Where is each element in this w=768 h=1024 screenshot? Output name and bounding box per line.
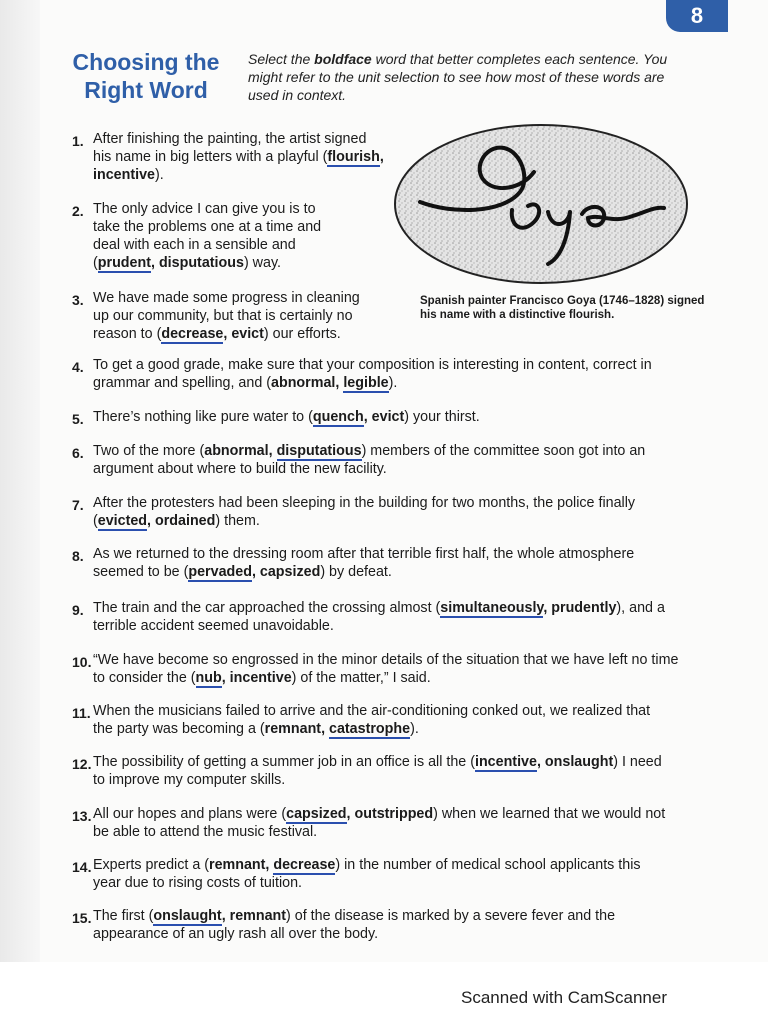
sentence-item [72, 200, 342, 272]
sentence-item [72, 856, 672, 892]
sentence-text: The first (onslaught, remnant) of the disease is marked by a severe fever and the appearance of an ugly rash all over the body. [93, 908, 616, 942]
alternate-choice: prudently [551, 600, 617, 616]
selected-answer: decrease [161, 326, 224, 342]
item-number: 9. [72, 602, 84, 618]
sentence-text: After finishing the painting, the artist signed his name in big letters with a playful (flourish, incentive). [93, 131, 384, 183]
sentence-item [72, 599, 672, 635]
sentence-text: “We have become so engrossed in the minor details of the situation that we have left no time to consider the (nub, incentive) of the matter,” I said. [93, 652, 679, 686]
sentence-item [72, 907, 672, 943]
alternate-choice: evict [231, 326, 264, 342]
item-number: 4. [72, 359, 84, 375]
sentence-text: To get a good grade, make sure that your composition is interesting in content, correct in grammar and spelling, and (abnormal, legible). [93, 357, 652, 391]
alternate-choice: disputatious [158, 255, 244, 271]
sentence-text: We have made some progress in cleaning up our community, but that is certainly no reason to (decrease, evict) our efforts. [93, 290, 360, 342]
selected-answer: legible [343, 375, 389, 391]
sentence-item [72, 494, 672, 530]
alternate-choice: incentive [93, 167, 155, 183]
item-number: 1. [72, 133, 84, 149]
selected-answer: flourish [327, 149, 380, 165]
selected-answer: prudent [97, 255, 151, 271]
alternate-choice: onslaught [544, 754, 614, 770]
alternate-choice: abnormal [271, 375, 336, 391]
item-number: 14. [72, 859, 92, 875]
section-title-line2: Right Word [84, 77, 208, 103]
selected-answer: decrease [273, 857, 336, 873]
sentence-item [72, 356, 672, 392]
sentence-text: The train and the car approached the crossing almost (simultaneously, prudently), and a terrible accident seemed unavoidable. [93, 600, 665, 634]
book-spine-shadow [0, 0, 40, 962]
sentence-item [72, 753, 672, 789]
selected-answer: pervaded [188, 564, 252, 580]
item-number: 5. [72, 411, 84, 427]
selected-answer: quench [312, 409, 364, 425]
selected-answer: disputatious [276, 443, 362, 459]
alternate-choice: evict [371, 409, 405, 425]
sentence-item [72, 651, 692, 687]
instructions-boldface-word: boldface [314, 51, 372, 67]
sentence-text: There’s nothing like pure water to (quench, evict) your thirst. [93, 409, 480, 425]
item-number: 7. [72, 497, 84, 513]
sentence-text: Experts predict a (remnant, decrease) in the number of medical school applicants this year due to rising costs of tuition. [93, 857, 641, 891]
item-number: 13. [72, 808, 92, 824]
scanner-watermark: Scanned with CamScanner [461, 988, 668, 1007]
sentence-item [72, 442, 672, 478]
sentence-item [72, 130, 384, 184]
item-number: 10. [72, 654, 92, 670]
goya-signature-illustration [392, 122, 690, 286]
alternate-choice: capsized [259, 564, 321, 580]
sentence-item [72, 805, 672, 841]
sentence-text: When the musicians failed to arrive and the air-conditioning conked out, we realized that the party was becoming a (remnant, catastrophe). [93, 703, 651, 737]
sentence-text: The possibility of getting a summer job in an office is all the (incentive, onslaught) I need to improve my computer skills. [93, 754, 662, 788]
selected-answer: catastrophe [329, 721, 411, 737]
selected-answer: simultaneously [440, 600, 544, 616]
item-number: 12. [72, 756, 92, 772]
item-number: 3. [72, 292, 84, 308]
alternate-choice: ordained [155, 513, 216, 529]
section-title-line1: Choosing the [72, 49, 220, 75]
sentence-text: As we returned to the dressing room after that terrible first half, the whole atmosphere seemed to be (pervaded, capsized) by defeat. [93, 546, 635, 580]
selected-answer: nub [195, 670, 222, 686]
sentence-item [72, 545, 672, 581]
alternate-choice: remnant [264, 721, 322, 737]
sentence-item [72, 702, 672, 738]
sentence-item [72, 408, 672, 426]
figure-caption: Spanish painter Francisco Goya (1746–1828) signed his name with a distinctive flourish. [420, 295, 705, 321]
alternate-choice: remnant [229, 908, 287, 924]
item-number: 15. [72, 910, 92, 926]
item-number: 6. [72, 445, 84, 461]
sentence-text: All our hopes and plans were (capsized, outstripped) when we learned that we would not be able to attend the music festival. [93, 806, 666, 840]
selected-answer: incentive [474, 754, 537, 770]
unit-number-badge: 8 [666, 0, 728, 32]
section-title [66, 48, 226, 104]
instructions: Select the boldface word that better completes each sentence. You might refer to the unit selection to see how most of these words are used in context. [248, 51, 668, 103]
selected-answer: capsized [286, 806, 347, 822]
alternate-choice: incentive [229, 670, 292, 686]
sentence-text: After the protesters had been sleeping in the building for two months, the police finally (evicted, ordained) them. [93, 495, 636, 529]
alternate-choice: remnant [209, 857, 266, 873]
sentence-item [72, 289, 372, 343]
item-number: 8. [72, 548, 84, 564]
item-number: 2. [72, 203, 84, 219]
alternate-choice: outstripped [354, 806, 434, 822]
selected-answer: evicted [97, 513, 148, 529]
sentence-text: Two of the more (abnormal, disputatious) members of the committee soon got into an argument about where to build the new facility. [93, 443, 646, 477]
alternate-choice: abnormal [204, 443, 269, 459]
selected-answer: onslaught [153, 908, 222, 924]
item-number: 11. [72, 705, 91, 721]
sentence-text: The only advice I can give you is to take the problems one at a time and deal with each in a sensible and (prudent, disputatious) way. [93, 201, 322, 271]
